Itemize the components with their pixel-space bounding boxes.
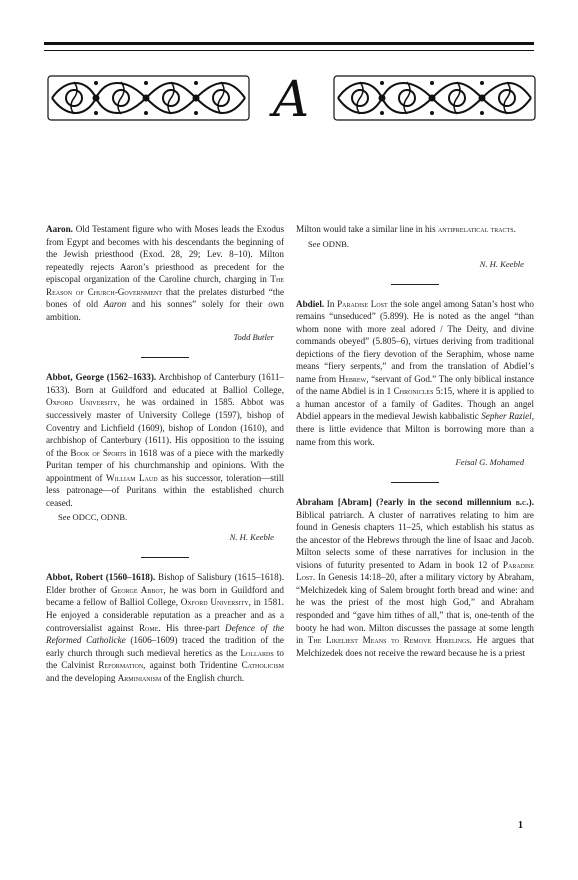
entry-body: as his successor, toleration—still less patronage—of Puritans within the established church ceased. (46, 472, 284, 508)
entry-body: Archbishop of Canterbury (1611–1633). Born at Guildford and educated at Balliol College, (46, 372, 284, 395)
italic-title: Defence of the Reformed Catholicke (46, 622, 284, 646)
entry-body: Milton would take a similar line in his (296, 224, 438, 234)
entry-body: In (324, 298, 338, 309)
entry-abdiel (296, 298, 534, 469)
header-rule-thin (44, 50, 534, 51)
headword: Aaron. (46, 224, 73, 234)
entry-body: and his sonnes” solely for their own ambition. (46, 299, 284, 322)
see-also: See ODCC, ODNB. (58, 512, 128, 523)
cross-reference: Reformation (98, 660, 144, 671)
cross-reference: Chronicles (393, 386, 434, 397)
cross-reference: Hebrew (338, 373, 367, 384)
entry-text (46, 571, 284, 684)
italic-term: Aaron (103, 299, 127, 310)
headword: Abdiel. (296, 298, 325, 309)
headword: Abbot, George (1562–1633). (46, 372, 157, 383)
cross-reference: Oxford University (46, 397, 118, 408)
entry-separator (141, 557, 189, 558)
scrollwork-ornament-icon (332, 72, 537, 124)
entry-body: of the English church. (161, 672, 245, 683)
contributor-name: N. H. Keeble (479, 258, 524, 269)
cross-reference: Rome (138, 622, 159, 633)
left-column (46, 223, 284, 684)
entry-separator (391, 284, 439, 285)
right-column (296, 223, 534, 659)
italic-title: Sepher Raziel (481, 411, 532, 422)
entry-body: to the Calvinist (46, 647, 284, 671)
headword-end: ). (528, 497, 534, 508)
entry-body: . In Genesis 14:18–20, after a military victory by Abraham, “Melchizedek king of Salem brought forth bread and wine: and he was the priest of the most high God,” and Abraham responded and “gave him tithes of all,” that is, one-tenth of the booty he had won. Milton discusses the passage at some length in (296, 572, 534, 646)
cross-reference: The Reason of Church-Government (46, 274, 284, 297)
page-number: 1 (518, 820, 523, 831)
header-rule-thick (44, 42, 534, 45)
entry-body: in 1618 was of a piece with the markedly Puritan temper of his churchmanship and opinions. With the appointment of (46, 447, 284, 483)
entry-aaron (46, 223, 284, 343)
headword: Abraham [Abram] (?early in the second millennium (296, 497, 516, 508)
cross-reference: Catholicism (241, 660, 285, 671)
entry-abbot-robert (46, 571, 284, 684)
scrollwork-ornament-icon (46, 72, 251, 124)
entry-text (296, 223, 534, 236)
entry-body: , he was ordained in 1585. Abbot was successively master of University College (1597), bishop of Coventry and Lichfield (1609), bishop of London (1610), and archbishop of Canterbury (1611). His opposition to the issuing of the (46, 397, 284, 458)
entry-body: Old Testament figure who with Moses leads the Exodus from Egypt and becomes with his descendants the beginning of the Jewish priesthood (Exod. 28, 29; Lev. 8–10). Milton repeatedly rejects Aaron’s priesthood as precedent for the episcopal organization of the Caroline church, charging in (46, 224, 284, 285)
entry-abraham (296, 496, 534, 659)
cross-reference: Book of Sports (70, 447, 127, 458)
cross-reference: George Abbot (110, 584, 164, 595)
entry-body: , “servant of God.” The only biblical instance of the name Abdiel is in 1 (296, 373, 534, 397)
headword: Abbot, Robert (1560–1618). (46, 572, 156, 583)
entry-body: , in 1581. He enjoyed a considerable reputation as a preacher and as a controversialist against (46, 597, 284, 633)
entry-body: , he was born in Guildford and became a fellow of Balliol College, (46, 584, 284, 608)
entry-body: 5:15, where it is applied to a human ancestor of a family of Gadites. Though an angel Abdiel appears in the medieval Jewish kabbalistic (296, 386, 534, 422)
cross-reference: The Likeliest Means to Remove Hirelings (307, 635, 470, 646)
cross-reference: Paradise Lost (337, 298, 388, 309)
cross-reference: Lollards (240, 647, 274, 658)
cross-reference: Oxford University (180, 597, 249, 608)
section-letter: A (272, 70, 310, 128)
entry-body: , there is little evidence that Milton is borrowing more than a name from this work. (296, 411, 534, 447)
entry-body: . His three-part (158, 622, 226, 633)
entry-body: (1606–1609) traced the tradition of the early church through such medieval heretics as the (46, 635, 284, 658)
entry-separator (391, 482, 439, 483)
entry-text (46, 223, 284, 323)
entry-body: Biblical patriarch. A cluster of narratives relating to him are found in Genesis chapters 11–25, which establish his status as the ancestor of the Hebrews through the line of Isaac and Jacob. Milton selects some of these narratives for inclusion in the visions of futurity presented to Adam in book 12 of (296, 509, 534, 570)
entry-body: . He argues that Melchizedek does not receive the reward because he is a priest (296, 635, 534, 658)
contributor-name: Todd Butler (233, 332, 274, 343)
entry-text (296, 298, 534, 449)
entry-text (296, 496, 534, 659)
entry-body: that the prelates disturbed “the bones of old (46, 286, 284, 310)
contributor-name: N. H. Keeble (229, 532, 274, 543)
entry-body: Bishop of Salisbury (1615–1618). Elder brother of (46, 572, 284, 595)
entry-body: the sole angel among Satan’s host who remains “unseduced” (5.899). He is noted as the angel “than whom none with more zeal adored / The Deity, and divine commands obeyed” (5.805–6), virtues deriving from traditional depictions of the fiery devotion of the Seraphim, whose name means “fiery serpents,” and from the translation of Abdiel’s name from (296, 298, 534, 384)
cross-reference: Paradise Lost (296, 559, 534, 583)
headword-era: b.c. (515, 497, 529, 508)
see-also: See ODNB. (308, 238, 350, 249)
entry-body: and the developing (46, 672, 118, 683)
contributor-name: Feisal G. Mohamed (455, 457, 524, 468)
entry-separator (141, 357, 189, 358)
entry-body: , against both Tridentine (143, 660, 242, 671)
entry-abbot-george (46, 371, 284, 543)
cross-reference: Arminianism (117, 672, 162, 683)
cross-reference: William Laud (105, 472, 158, 483)
cross-reference: antiprelatical tracts (437, 224, 514, 234)
entry-text (46, 371, 284, 509)
entry-abbot-robert-continued (296, 223, 534, 270)
entry-body: . (513, 224, 516, 234)
